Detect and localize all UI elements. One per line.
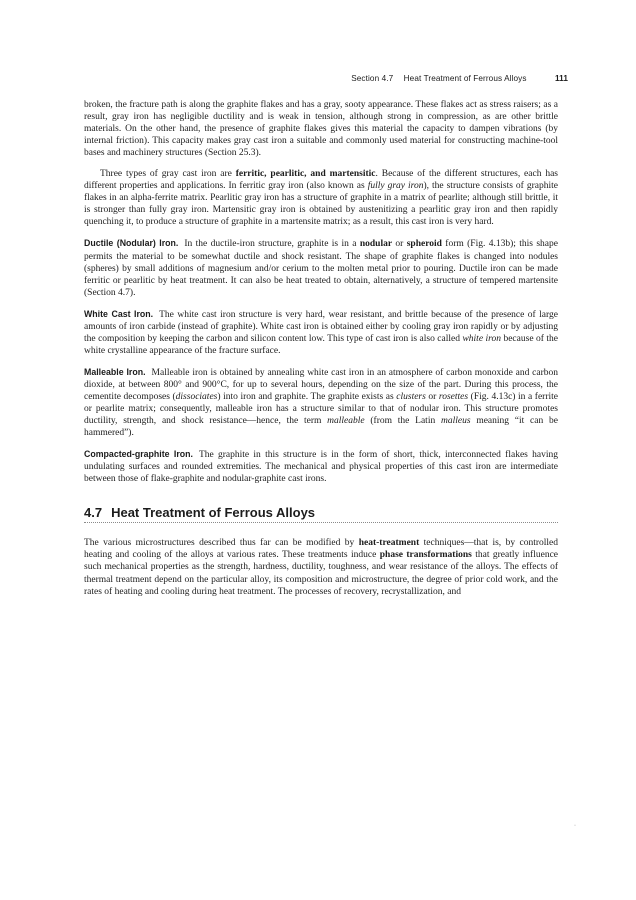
italic-term: white iron <box>462 333 501 344</box>
runin-heading-malleable: Malleable Iron. <box>84 366 146 377</box>
italic-term: dissociates <box>175 391 218 402</box>
paragraph-white-cast-iron: White Cast Iron. The white cast iron structure is very hard, wear resistant, and brittle because of the presence of large amounts of iron carbide (instead of graphite). White cast iron is obtained either by cooling gray iron rapidly or by adjusting the composition by keeping the carbon and silicon content low. This type of cast iron is also called white iron because of the white crystalline appearance of the fracture surface. <box>84 308 558 356</box>
italic-term: rosettes <box>438 391 469 402</box>
bold-term: spheroid <box>406 239 442 250</box>
paragraph-gray-iron-types: Three types of gray cast iron are ferritic, pearlitic, and martensitic. Because of the different structures, each has different properties and applications. In ferritic gray iron (also known as fully gray iron), the structure consists of graphite flakes in an alpha-ferrite matrix. Pearlitic gray iron has a structure of graphite in a matrix of pearlite; although still brittle, it is stronger than fully gray iron. Martensitic gray iron is obtained by austenitizing a pearlitic gray iron and then rapidly quenching it, to produce a structure of graphite in a martensite matrix; as a result, this cast iron is very hard. <box>84 169 558 228</box>
section-number: 4.7 <box>84 505 103 521</box>
paragraph-compacted-graphite: Compacted-graphite Iron. The graphite in this structure is in the form of short, thick, interconnected flakes having undulating surfaces and rounded extremities. The mechanical and physical properties of this cast iron are intermediate between those of flake-graphite and nodular-graphite cast irons. <box>84 449 558 485</box>
paragraph-malleable-iron: Malleable Iron. Malleable iron is obtained by annealing white cast iron in an atmosphere of carbon monoxide and carbon dioxide, at between 800° and 900°C, for up to several hours, depending on the size of the part. During this process, the cementite decomposes (dissociates) into iron and graphite. The graphite exists as clusters or rosettes (Fig. 4.13c) in a ferrite or pearlite matrix; consequently, malleable iron has a structure similar to that of nodular iron. This structure promotes ductility, strength, and shock resistance—hence, the term malleable (from the Latin malleus meaning “it can be hammered”). <box>84 366 558 439</box>
bold-term: ferritic, pearlitic, and martensitic <box>235 169 376 180</box>
runin-heading-compacted: Compacted-graphite Iron. <box>84 449 193 460</box>
section-title: Heat Treatment of Ferrous Alloys <box>111 505 316 521</box>
page-number: 111 <box>554 74 568 83</box>
paragraph-text: broken, the fracture path is along the graphite flakes and has a gray, sooty appearance. These flakes act as stress raisers; as a result, gray iron has negligible ductility and is weak in tension, although strong in compression, as are other brittle materials. On the other hand, the presence of graphite flakes gives this material the capacity to dampen vibrations (by internal friction). This capacity makes gray cast iron a suitable and commonly used material for constructing machine-tool bases and machinery structures (Section 25.3). <box>84 100 558 159</box>
italic-term: clusters <box>396 391 426 402</box>
runin-heading-ductile: Ductile (Nodular) Iron. <box>84 238 179 249</box>
italic-term: malleable <box>327 416 365 427</box>
italic-term: fully gray iron <box>367 181 424 192</box>
body-text <box>84 99 558 598</box>
italic-term: malleus <box>440 416 471 427</box>
running-header-title: Heat Treatment of Ferrous Alloys <box>403 74 527 83</box>
bold-term: heat-treatment <box>358 538 420 549</box>
bold-term: nodular <box>359 239 393 250</box>
section-heading <box>84 507 558 523</box>
scan-speck: · <box>574 823 576 829</box>
paragraph-gray-iron-fracture <box>84 99 558 159</box>
running-header <box>351 74 568 83</box>
bold-term: phase transformations <box>379 550 472 561</box>
paragraph-heat-treatment: The various microstructures described thus far can be modified by heat-treatment techniques—that is, by controlled heating and cooling of the alloys at various rates. These treatments induce phase transformations that greatly influence such mechanical properties as the strength, hardness, ductility, toughness, and wear resistance of the alloys. The effects of thermal treatment depend on the particular alloy, its composition and microstructure, the degree of prior cold work, and the rates of heating and cooling during heat treatment. The processes of recovery, recrystallization, and <box>84 538 558 597</box>
paragraph-ductile-iron: Ductile (Nodular) Iron. In the ductile-iron structure, graphite is in a nodular or spheroid form (Fig. 4.13b); this shape permits the material to be somewhat ductile and shock resistant. The shape of graphite flakes is changed into nodules (spheres) by small additions of magnesium and/or cerium to the molten metal prior to pouring. Ductile iron can be made ferritic or pearlitic by heat treatment. It can also be heat treated to obtain, alternatively, a structure of tempered martensite (Section 4.7). <box>84 238 558 298</box>
running-header-section: Section 4.7 <box>351 74 394 83</box>
runin-heading-white: White Cast Iron. <box>84 308 154 319</box>
